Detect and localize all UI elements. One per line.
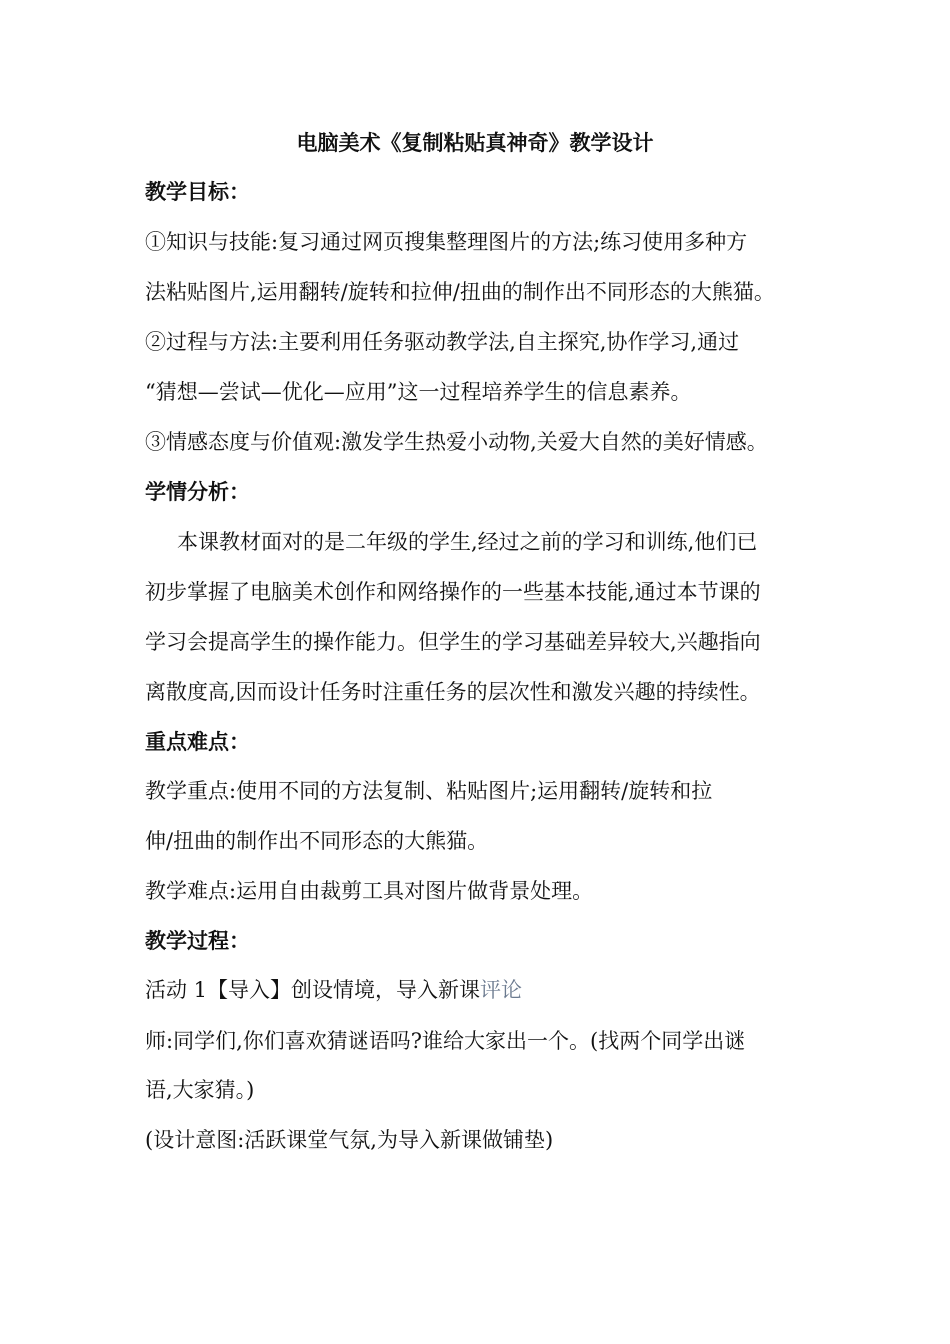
document-title: 电脑美术《复制粘贴真神奇》教学设计 xyxy=(296,131,654,155)
goal-line: ②过程与方法:主要利用任务驱动教学法,自主探究,协作学习,通过 xyxy=(145,330,740,354)
analysis-line: 本课教材面对的是二年级的学生,经过之前的学习和训练,他们已 xyxy=(177,530,758,554)
goal-line: ③情感态度与价值观:激发学生热爱小动物,关爱大自然的美好情感。 xyxy=(145,430,768,454)
section-heading-analysis: 学情分析： xyxy=(145,480,250,504)
section-heading-key-points: 重点难点： xyxy=(145,730,250,754)
key-point-line: 教学难点:运用自由裁剪工具对图片做背景处理。 xyxy=(145,879,594,903)
goal-line: 法粘贴图片,运用翻转/旋转和拉伸/扭曲的制作出不同形态的大熊猫。 xyxy=(145,280,775,304)
process-line: 语,大家猜。) xyxy=(145,1078,255,1102)
goal-line: “猜想—尝试—优化—应用”这一过程培养学生的信息素养。 xyxy=(145,380,692,404)
analysis-line: 离散度高,因而设计任务时注重任务的层次性和激发兴趣的持续性。 xyxy=(145,680,761,704)
section-heading-process: 教学过程： xyxy=(145,929,250,953)
activity-title: 活动 1【导入】创设情境，导入新课 xyxy=(145,978,481,1002)
process-line: 师:同学们,你们喜欢猜谜语吗?谁给大家出一个。(找两个同学出谜 xyxy=(145,1029,746,1053)
analysis-line: 初步掌握了电脑美术创作和网络操作的一些基本技能,通过本节课的 xyxy=(145,580,761,604)
comment-link[interactable]: 评论 xyxy=(480,978,523,1002)
goal-line: ①知识与技能:复习通过网页搜集整理图片的方法;练习使用多种方 xyxy=(145,230,748,254)
analysis-line: 学习会提高学生的操作能力。但学生的学习基础差异较大,兴趣指向 xyxy=(145,630,761,654)
section-heading-goals: 教学目标： xyxy=(145,180,250,204)
key-point-line: 伸/扭曲的制作出不同形态的大熊猫。 xyxy=(145,829,489,853)
process-line: (设计意图:活跃课堂气氛,为导入新课做铺垫) xyxy=(145,1128,554,1152)
key-point-line: 教学重点:使用不同的方法复制、粘贴图片;运用翻转/旋转和拉 xyxy=(145,779,713,803)
activity-line xyxy=(145,975,522,1005)
